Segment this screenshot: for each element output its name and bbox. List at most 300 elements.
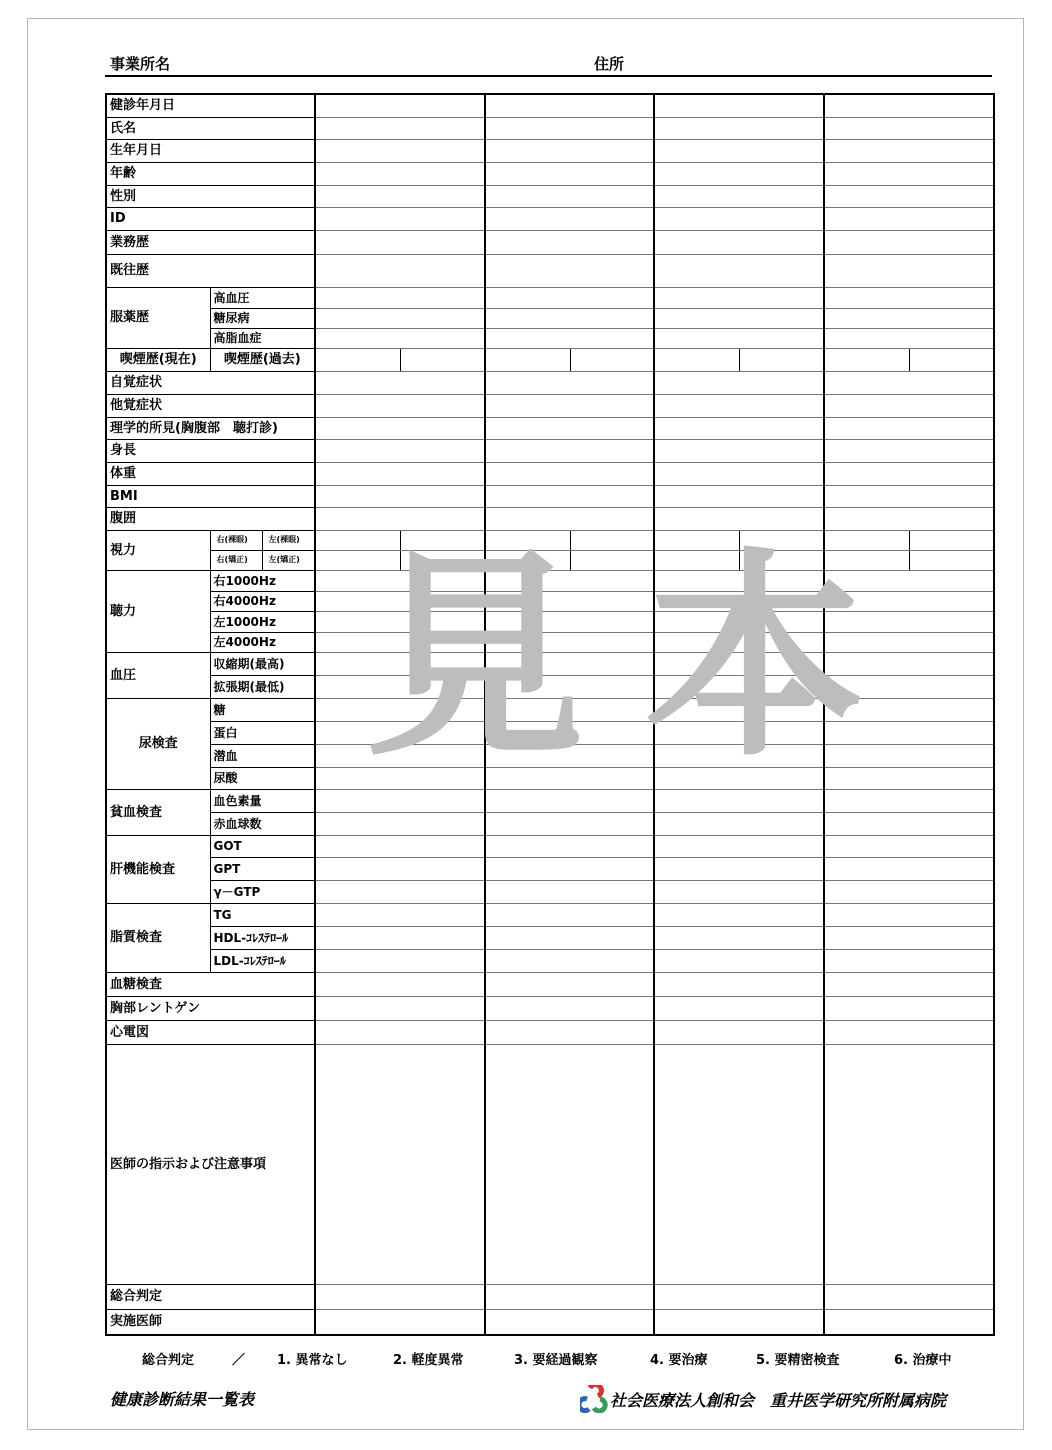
data-cell[interactable] — [315, 698, 485, 721]
data-cell[interactable] — [824, 507, 994, 530]
data-cell[interactable] — [315, 949, 485, 972]
sub-item-label: 左(矯正) — [262, 550, 315, 570]
data-cell[interactable] — [315, 675, 485, 698]
table-row — [106, 348, 994, 371]
table-row — [106, 903, 994, 926]
row-label-doctor-notes: 医師の指示および注意事項 — [106, 1044, 315, 1284]
table-row — [106, 207, 994, 230]
data-cell[interactable] — [824, 570, 994, 591]
sub-item-label: GPT — [210, 857, 315, 880]
data-cell[interactable] — [824, 675, 994, 698]
data-cell[interactable] — [824, 744, 994, 767]
data-cell[interactable] — [315, 926, 485, 949]
data-cell[interactable] — [654, 308, 824, 328]
table-row — [106, 254, 994, 287]
table-row — [106, 185, 994, 207]
data-cell[interactable] — [654, 371, 824, 394]
data-cell[interactable] — [654, 996, 824, 1020]
data-cell[interactable] — [315, 485, 485, 507]
table-row — [106, 308, 994, 328]
data-cell[interactable] — [654, 767, 824, 789]
data-cell[interactable] — [654, 462, 824, 485]
table-row — [106, 721, 994, 744]
sub-item-label: 左4000Hz — [210, 632, 315, 652]
sub-item-label: HDL-ｺﾚｽﾃﾛｰﾙ — [210, 926, 315, 949]
data-cell[interactable] — [909, 530, 994, 550]
table-row — [106, 949, 994, 972]
sub-item-label: 潜血 — [210, 744, 315, 767]
data-cell[interactable] — [654, 1020, 824, 1044]
data-cell[interactable] — [315, 550, 400, 570]
data-cell[interactable] — [570, 550, 654, 570]
table-row — [106, 162, 994, 185]
data-cell[interactable] — [824, 139, 994, 162]
row-label-blood-pressure: 血圧 — [106, 652, 210, 698]
row-label-vision: 視力 — [106, 530, 210, 570]
data-cell[interactable] — [485, 698, 654, 721]
data-cell[interactable] — [824, 254, 994, 287]
sub-item-label: 左1000Hz — [210, 611, 315, 632]
data-cell[interactable] — [485, 185, 654, 207]
data-cell[interactable] — [485, 254, 654, 287]
row-label-objective: 他覚症状 — [106, 394, 315, 417]
sub-item-label: 右1000Hz — [210, 570, 315, 591]
data-cell[interactable] — [824, 591, 994, 611]
data-cell[interactable] — [315, 462, 485, 485]
table-row — [106, 530, 994, 550]
data-cell[interactable] — [315, 371, 485, 394]
row-label-liver: 肝機能検査 — [106, 835, 210, 903]
data-cell[interactable] — [654, 972, 824, 996]
data-cell[interactable] — [824, 417, 994, 439]
table-row — [106, 611, 994, 632]
data-cell[interactable] — [485, 417, 654, 439]
organization-footer — [580, 1385, 946, 1413]
data-cell[interactable] — [485, 632, 654, 652]
row-label-hearing: 聴力 — [106, 570, 210, 652]
data-cell[interactable] — [824, 698, 994, 721]
data-cell[interactable] — [654, 162, 824, 185]
data-cell[interactable] — [570, 530, 654, 550]
data-cell[interactable] — [824, 767, 994, 789]
data-cell[interactable] — [824, 287, 994, 308]
data-cell[interactable] — [485, 949, 654, 972]
data-cell[interactable] — [315, 507, 485, 530]
data-cell[interactable] — [315, 996, 485, 1020]
data-cell[interactable] — [824, 812, 994, 835]
data-cell[interactable] — [824, 1284, 994, 1309]
data-cell[interactable] — [400, 530, 485, 550]
data-cell[interactable] — [654, 903, 824, 926]
data-cell[interactable] — [485, 328, 654, 348]
data-cell[interactable] — [485, 767, 654, 789]
sub-item-label: 右(裸眼) — [210, 530, 262, 550]
table-row — [106, 744, 994, 767]
table-row — [106, 417, 994, 439]
data-cell[interactable] — [824, 439, 994, 462]
data-cell[interactable] — [824, 185, 994, 207]
data-cell[interactable] — [654, 591, 824, 611]
data-cell[interactable] — [824, 611, 994, 632]
data-cell[interactable] — [739, 348, 824, 371]
data-cell[interactable] — [654, 835, 824, 857]
table-row — [106, 117, 994, 139]
table-row — [106, 485, 994, 507]
data-cell[interactable] — [654, 507, 824, 530]
data-cell[interactable] — [824, 857, 994, 880]
data-cell[interactable] — [654, 254, 824, 287]
table-row — [106, 570, 994, 591]
sample-watermark: 見本 — [365, 530, 926, 786]
data-cell[interactable] — [654, 812, 824, 835]
data-cell[interactable] — [824, 348, 909, 371]
data-cell[interactable] — [485, 507, 654, 530]
table-row — [106, 698, 994, 721]
data-cell[interactable] — [485, 462, 654, 485]
sub-item-label: LDL-ｺﾚｽﾃﾛｰﾙ — [210, 949, 315, 972]
data-cell[interactable] — [654, 721, 824, 744]
row-label-height: 身長 — [106, 439, 315, 462]
data-cell[interactable] — [315, 570, 485, 591]
data-cell[interactable] — [485, 857, 654, 880]
table-row — [106, 550, 994, 570]
data-cell[interactable] — [654, 675, 824, 698]
data-cell[interactable] — [739, 550, 824, 570]
data-cell[interactable] — [824, 162, 994, 185]
row-label-overall-judgement: 総合判定 — [106, 1284, 315, 1309]
data-cell[interactable] — [315, 611, 485, 632]
data-cell[interactable] — [654, 348, 739, 371]
data-cell[interactable] — [315, 185, 485, 207]
table-row — [106, 1020, 994, 1044]
data-cell[interactable] — [654, 530, 739, 550]
sub-item-label: 糖 — [210, 698, 315, 721]
data-cell[interactable] — [485, 611, 654, 632]
data-cell[interactable] — [824, 485, 994, 507]
data-cell[interactable] — [315, 721, 485, 744]
data-cell[interactable] — [824, 1020, 994, 1044]
table-row — [106, 632, 994, 652]
row-label-urine: 尿検査 — [106, 698, 210, 789]
data-cell[interactable] — [485, 570, 654, 591]
data-cell[interactable] — [654, 207, 824, 230]
data-cell[interactable] — [654, 230, 824, 254]
data-cell[interactable] — [315, 1020, 485, 1044]
table-row — [106, 371, 994, 394]
table-row — [106, 835, 994, 857]
data-cell[interactable] — [824, 530, 909, 550]
sub-item-label: 血色素量 — [210, 789, 315, 812]
data-cell[interactable] — [485, 287, 654, 308]
row-label-chest-xray: 胸部レントゲン — [106, 996, 315, 1020]
sub-item-label: 糖尿病 — [210, 308, 315, 328]
table-row — [106, 1284, 994, 1309]
data-cell[interactable] — [654, 789, 824, 812]
data-cell[interactable] — [400, 348, 485, 371]
data-cell[interactable] — [824, 308, 994, 328]
row-label-id: ID — [106, 207, 315, 230]
sub-item-label: 右(矯正) — [210, 550, 262, 570]
data-cell[interactable] — [315, 530, 400, 550]
data-cell[interactable] — [315, 394, 485, 417]
data-cell[interactable] — [485, 139, 654, 162]
table-row — [106, 94, 994, 117]
data-cell[interactable] — [315, 439, 485, 462]
data-cell[interactable] — [400, 550, 485, 570]
data-cell[interactable] — [654, 632, 824, 652]
sub-item-label: 赤血球数 — [210, 812, 315, 835]
sub-item-label: 左(裸眼) — [262, 530, 315, 550]
data-cell[interactable] — [315, 287, 485, 308]
row-label-exam-date: 健診年月日 — [106, 94, 315, 117]
data-cell[interactable] — [315, 230, 485, 254]
data-cell[interactable] — [315, 744, 485, 767]
legend-item: 6. 治療中 — [894, 1353, 952, 1368]
data-cell[interactable] — [654, 1309, 824, 1335]
data-cell[interactable] — [485, 94, 654, 117]
table-row — [106, 394, 994, 417]
data-cell[interactable] — [909, 348, 994, 371]
data-cell[interactable] — [485, 675, 654, 698]
data-cell[interactable] — [824, 789, 994, 812]
data-cell[interactable] — [654, 611, 824, 632]
data-cell[interactable] — [824, 972, 994, 996]
data-cell[interactable] — [315, 903, 485, 926]
data-cell[interactable] — [654, 652, 824, 675]
row-label-work-history: 業務歴 — [106, 230, 315, 254]
organization-name: 社会医療法人創和会 重井医学研究所附属病院 — [610, 1390, 947, 1410]
data-cell[interactable] — [485, 1284, 654, 1309]
row-label-physical: 理学的所見(胸腹部 聴打診) — [106, 417, 315, 439]
data-cell[interactable] — [824, 230, 994, 254]
legend-item: 5. 要精密検査 — [756, 1353, 840, 1368]
data-cell[interactable] — [485, 1309, 654, 1335]
data-cell[interactable] — [654, 1284, 824, 1309]
data-cell[interactable] — [485, 207, 654, 230]
data-cell[interactable] — [654, 417, 824, 439]
data-cell[interactable] — [485, 591, 654, 611]
row-label-smoking-current: 喫煙歴(現在) — [106, 348, 210, 371]
header-underline — [105, 75, 992, 77]
row-label-age: 年齢 — [106, 162, 315, 185]
data-cell[interactable] — [485, 530, 570, 550]
data-cell[interactable] — [315, 308, 485, 328]
data-cell[interactable] — [315, 835, 485, 857]
data-cell[interactable] — [824, 550, 909, 570]
data-cell[interactable] — [824, 1044, 994, 1284]
row-label-bmi: BMI — [106, 485, 315, 507]
data-cell[interactable] — [485, 1044, 654, 1284]
sub-item-label: 高血圧 — [210, 287, 315, 308]
data-cell[interactable] — [315, 1044, 485, 1284]
legend-item: 2. 軽度異常 — [393, 1353, 464, 1368]
data-cell[interactable] — [315, 880, 485, 903]
document-title: 健康診断結果一覧表 — [110, 1390, 255, 1409]
data-cell[interactable] — [654, 550, 739, 570]
data-cell[interactable] — [654, 439, 824, 462]
data-cell[interactable] — [654, 570, 824, 591]
table-row — [106, 675, 994, 698]
data-cell[interactable] — [485, 880, 654, 903]
data-cell[interactable] — [315, 162, 485, 185]
data-cell[interactable] — [485, 162, 654, 185]
company-name-label: 事業所名 — [110, 55, 171, 73]
data-cell[interactable] — [485, 230, 654, 254]
data-cell[interactable] — [824, 996, 994, 1020]
data-cell[interactable] — [654, 185, 824, 207]
data-cell[interactable] — [315, 1309, 485, 1335]
sub-item-label: γ－GTP — [210, 880, 315, 903]
data-cell[interactable] — [485, 835, 654, 857]
data-cell[interactable] — [315, 328, 485, 348]
data-cell[interactable] — [824, 926, 994, 949]
data-cell[interactable] — [485, 721, 654, 744]
row-label-past-history: 既往歴 — [106, 254, 315, 287]
data-cell[interactable] — [315, 117, 485, 139]
data-cell[interactable] — [824, 394, 994, 417]
data-cell[interactable] — [824, 462, 994, 485]
table-row — [106, 328, 994, 348]
data-cell[interactable] — [824, 632, 994, 652]
data-cell[interactable] — [315, 94, 485, 117]
data-cell[interactable] — [485, 439, 654, 462]
data-cell[interactable] — [485, 348, 570, 371]
data-cell[interactable] — [654, 744, 824, 767]
data-cell[interactable] — [485, 117, 654, 139]
row-label-weight: 体重 — [106, 462, 315, 485]
data-cell[interactable] — [485, 485, 654, 507]
row-label-lipid: 脂質検査 — [106, 903, 210, 972]
sub-item-label: 拡張期(最低) — [210, 675, 315, 698]
table-row — [106, 139, 994, 162]
legend-item: 1. 異常なし — [277, 1353, 348, 1368]
data-cell[interactable] — [654, 139, 824, 162]
data-cell[interactable] — [654, 926, 824, 949]
row-label-ecg: 心電図 — [106, 1020, 315, 1044]
data-cell[interactable] — [485, 812, 654, 835]
data-cell[interactable] — [485, 789, 654, 812]
data-cell[interactable] — [315, 348, 400, 371]
data-cell[interactable] — [315, 652, 485, 675]
data-cell[interactable] — [485, 394, 654, 417]
data-cell[interactable] — [824, 835, 994, 857]
data-cell[interactable] — [315, 1284, 485, 1309]
data-cell[interactable] — [654, 117, 824, 139]
data-cell[interactable] — [824, 328, 994, 348]
data-cell[interactable] — [824, 371, 994, 394]
legend-slash: ／ — [232, 1353, 246, 1368]
table-row — [106, 507, 994, 530]
data-cell[interactable] — [485, 744, 654, 767]
data-cell[interactable] — [654, 880, 824, 903]
data-cell[interactable] — [824, 207, 994, 230]
data-cell[interactable] — [315, 972, 485, 996]
table-row — [106, 789, 994, 812]
data-cell[interactable] — [485, 926, 654, 949]
row-label-waist: 腹囲 — [106, 507, 315, 530]
data-cell[interactable] — [485, 1020, 654, 1044]
sub-item-label: 蛋白 — [210, 721, 315, 744]
data-cell[interactable] — [654, 287, 824, 308]
table-row — [106, 462, 994, 485]
data-cell[interactable] — [824, 117, 994, 139]
sub-item-label: 右4000Hz — [210, 591, 315, 611]
data-cell[interactable] — [315, 857, 485, 880]
data-cell[interactable] — [315, 812, 485, 835]
data-cell[interactable] — [315, 139, 485, 162]
row-label-examining-doctor: 実施医師 — [106, 1309, 315, 1335]
table-row — [106, 230, 994, 254]
row-label-name: 氏名 — [106, 117, 315, 139]
data-cell[interactable] — [824, 880, 994, 903]
data-cell[interactable] — [654, 949, 824, 972]
row-label-anemia: 貧血検査 — [106, 789, 210, 835]
health-check-table — [105, 93, 995, 1336]
data-cell[interactable] — [654, 485, 824, 507]
address-label: 住所 — [594, 55, 625, 73]
data-cell[interactable] — [824, 94, 994, 117]
data-cell[interactable] — [315, 767, 485, 789]
sub-item-label: GOT — [210, 835, 315, 857]
data-cell[interactable] — [654, 1044, 824, 1284]
sub-item-label: TG — [210, 903, 315, 926]
table-row — [106, 926, 994, 949]
legend-item: 4. 要治療 — [650, 1353, 708, 1368]
sub-item-label: 尿酸 — [210, 767, 315, 789]
data-cell[interactable] — [654, 94, 824, 117]
data-cell[interactable] — [824, 903, 994, 926]
table-row — [106, 812, 994, 835]
hospital-logo-icon — [580, 1385, 608, 1413]
data-cell[interactable] — [315, 789, 485, 812]
table-row — [106, 1309, 994, 1335]
data-cell[interactable] — [315, 254, 485, 287]
data-cell[interactable] — [315, 632, 485, 652]
data-cell[interactable] — [485, 652, 654, 675]
data-cell[interactable] — [485, 308, 654, 328]
data-cell[interactable] — [654, 698, 824, 721]
data-cell[interactable] — [485, 996, 654, 1020]
data-cell[interactable] — [824, 949, 994, 972]
data-cell[interactable] — [315, 591, 485, 611]
data-cell[interactable] — [315, 207, 485, 230]
data-cell[interactable] — [485, 972, 654, 996]
data-cell[interactable] — [824, 1309, 994, 1335]
data-cell[interactable] — [485, 371, 654, 394]
data-cell[interactable] — [909, 550, 994, 570]
table-row — [106, 439, 994, 462]
sub-item-label: 高脂血症 — [210, 328, 315, 348]
legend-title: 総合判定 — [142, 1353, 195, 1368]
data-cell[interactable] — [654, 394, 824, 417]
data-cell[interactable] — [570, 348, 654, 371]
row-label-smoking-past: 喫煙歴(過去) — [210, 348, 315, 371]
table-row — [106, 767, 994, 789]
data-cell[interactable] — [824, 652, 994, 675]
data-cell[interactable] — [739, 530, 824, 550]
row-label-birth-date: 生年月日 — [106, 139, 315, 162]
row-label-subjective: 自覚症状 — [106, 371, 315, 394]
data-cell[interactable] — [654, 857, 824, 880]
data-cell[interactable] — [824, 721, 994, 744]
data-cell[interactable] — [654, 328, 824, 348]
table-row — [106, 287, 994, 308]
table-row — [106, 591, 994, 611]
data-cell[interactable] — [485, 550, 570, 570]
data-cell[interactable] — [485, 903, 654, 926]
data-cell[interactable] — [315, 417, 485, 439]
table-row — [106, 1044, 994, 1284]
